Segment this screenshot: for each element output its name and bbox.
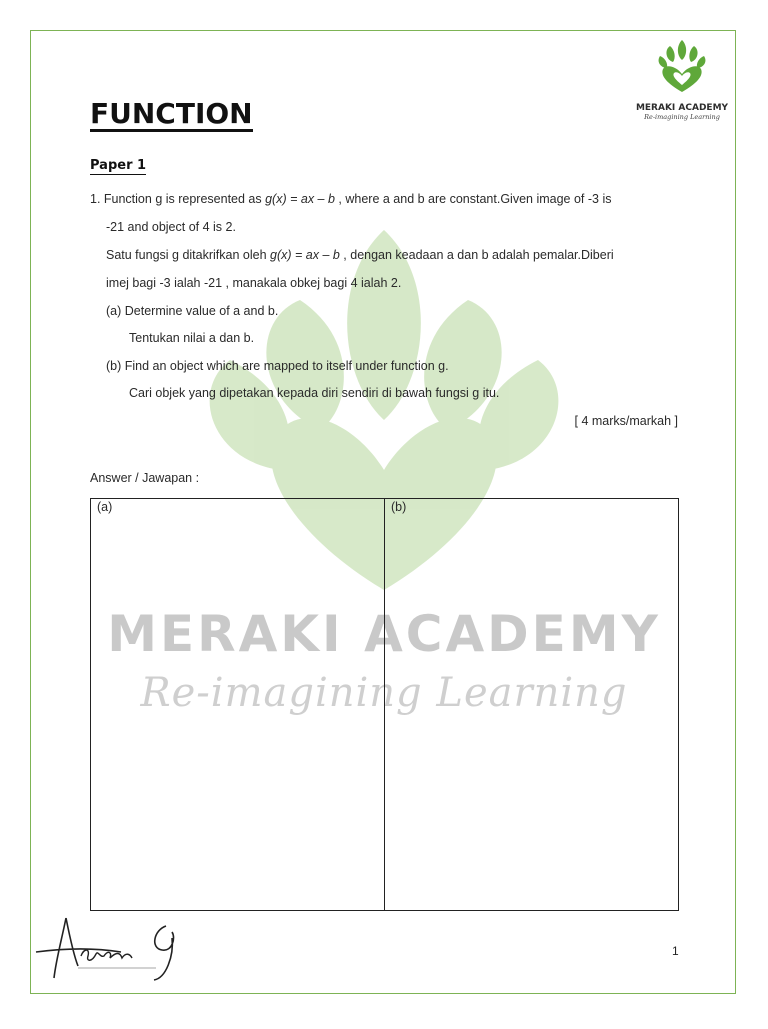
question-text: 1. Function g is represented as	[90, 192, 266, 206]
watermark-title: MERAKI ACADEMY	[107, 605, 661, 663]
page-number: 1	[672, 944, 679, 958]
question-line-en-2: -21 and object of 4 is 2.	[106, 220, 236, 234]
logo-title: MERAKI ACADEMY	[635, 103, 729, 113]
answer-cell-b[interactable]	[384, 499, 678, 910]
logo-tagline: Re-imagining Learning	[644, 113, 720, 121]
part-a-en: (a) Determine value of a and b.	[106, 304, 279, 318]
logo-leaf-icon	[652, 38, 712, 96]
part-b-ms: Cari objek yang dipetakan kepada diri sendiri di bawah fungsi g itu.	[129, 386, 500, 400]
answer-cell-a-label: (a)	[97, 500, 113, 514]
question-line-en-1	[90, 192, 611, 206]
section-title: Paper 1	[90, 158, 147, 173]
logo	[632, 38, 732, 121]
signature	[26, 908, 196, 988]
answer-cell-b-label: (b)	[391, 500, 407, 514]
part-b-en: (b) Find an object which are mapped to itself under function g.	[106, 359, 449, 373]
marks-label: [ 4 marks/markah ]	[574, 414, 678, 428]
question-line-ms-2: imej bagi -3 ialah -21 , manakala obkej bagi 4 ialah 2.	[106, 276, 402, 290]
question-line-ms-1	[106, 248, 614, 262]
math-expression: g(x) = ax – b	[270, 248, 340, 262]
part-a-ms: Tentukan nilai a dan b.	[129, 331, 255, 345]
answer-label: Answer / Jawapan :	[90, 471, 200, 485]
answer-cell-a[interactable]	[91, 499, 384, 910]
math-expression: g(x) = ax – b	[265, 192, 335, 206]
question-text: Satu fungsi g ditakrifkan oleh	[106, 248, 270, 262]
watermark-tagline: Re-imagining Learning	[140, 670, 628, 716]
question-text: , where a and b are constant.Given image of -3 is	[334, 192, 612, 206]
page-title: FUNCTION	[90, 97, 253, 130]
answer-box	[90, 498, 679, 911]
question-text: , dengan keadaan a dan b adalah pemalar.Diberi	[339, 248, 614, 262]
